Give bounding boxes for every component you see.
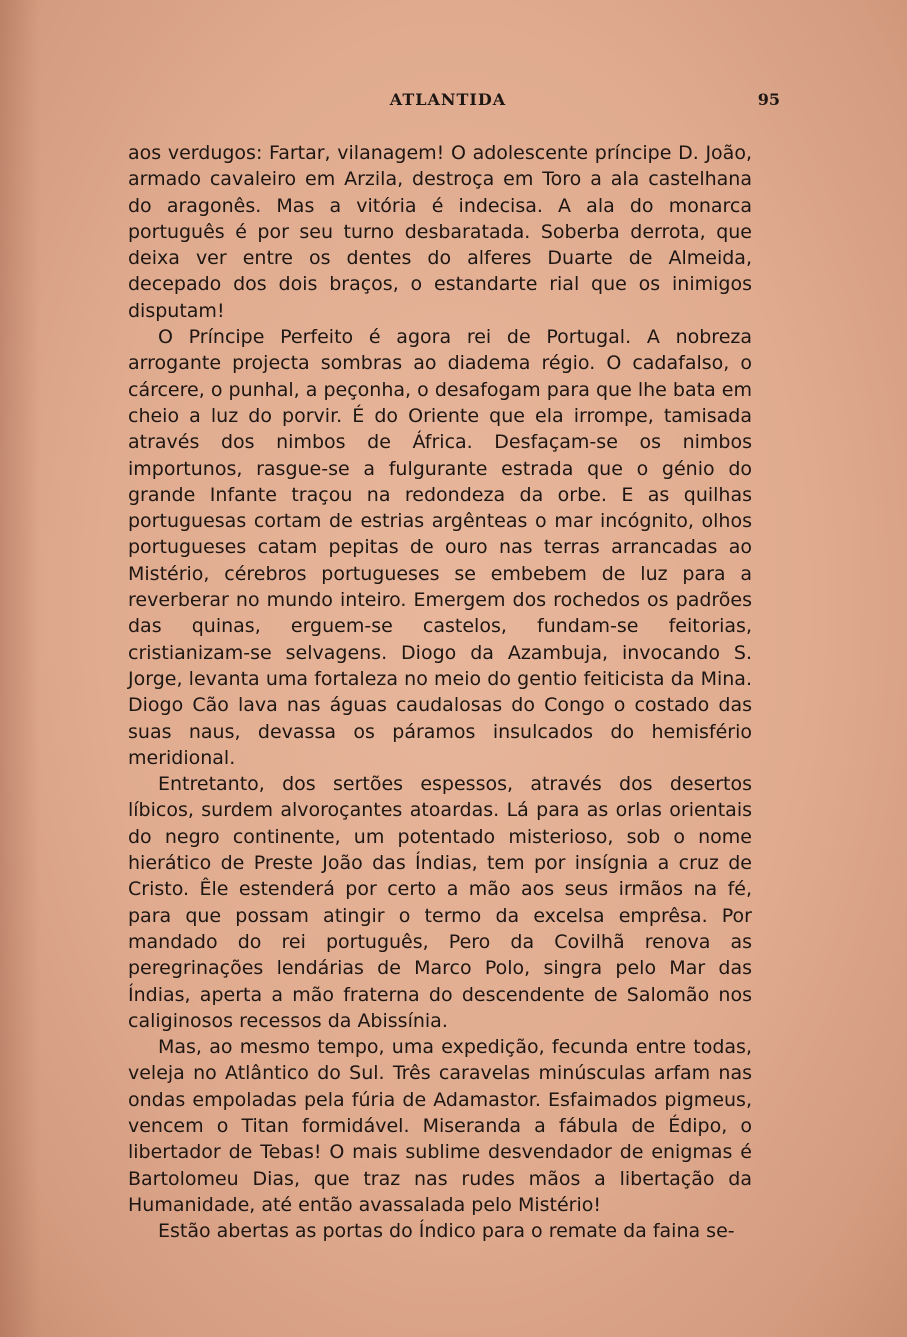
running-title: ATLANTIDA	[389, 90, 507, 109]
page-number: 95	[757, 90, 780, 109]
paragraph-1: aos verdugos: Fartar, vilanagem! O adolescente príncipe D. João, armado cavaleiro em Arzila, destroça em Toro a ala castelhana do aragonês. Mas a vitória é indecisa. A ala do monarca português é por seu turno desbaratada. Soberba derrota, que deixa ver entre os dentes do alferes Duarte de Almeida, decepado dos dois braços, o estandarte rial que os inimigos disputam!	[128, 142, 752, 322]
paragraph-5: Estão abertas as portas do Índico para o remate da faina se-	[158, 1220, 735, 1243]
page-edge-shadow	[0, 0, 40, 1337]
running-head	[128, 90, 780, 114]
paragraph-4: Mas, ao mesmo tempo, uma expedição, fecunda entre todas, veleja no Atlântico do Sul. Três caravelas minúsculas arfam nas ondas empoladas pela fúria de Adamastor. Esfaimados pigmeus, vencem o Titan formidável. Miseranda a fábula de Édipo, o libertador de Tebas! O mais sublime desvendador de enigmas é Bartolomeu Dias, que traz nas rudes mãos a libertação da Humanidade, até então avassalada pelo Mistério!	[128, 1036, 752, 1216]
body-text	[128, 140, 752, 1244]
paragraph-3: Entretanto, dos sertões espessos, através dos desertos líbicos, surdem alvoroçantes atoardas. Lá para as orlas orientais do negro continente, um potentado misterioso, sob o nome hierático de Preste João das Índias, tem por insígnia a cruz de Cristo. Êle estenderá por certo a mão aos seus irmãos na fé, para que possam atingir o termo da excelsa emprêsa. Por mandado do rei português, Pero da Covilhã renova as peregrinações lendárias de Marco Polo, singra pelo Mar das Índias, aperta a mão fraterna do descendente de Salomão nos caliginosos recessos da Abissínia.	[128, 773, 752, 1032]
paragraph-2: O Príncipe Perfeito é agora rei de Portugal. A nobreza arrogante projecta sombras ao diadema régio. O cadafalso, o cárcere, o punhal, a peçonha, o desafogam para que lhe bata em cheio a luz do porvir. É do Oriente que ela irrompe, tamisada através dos nimbos de África. Desfaçam-se os nimbos importunos, rasgue-se a fulgurante estrada que o génio do grande Infante traçou na redondeza da orbe. E as quilhas portuguesas cortam de estrias argênteas o mar incógnito, olhos portugueses catam pepitas de ouro nas terras arrancadas ao Mistério, cérebros portugueses se embebem de luz para a reverberar no mundo inteiro. Emergem dos rochedos os padrões das quinas, erguem-se castelos, fundam-se feitorias, cristianizam-se selvagens. Diogo da Azambuja, invocando S. Jorge, levanta uma fortaleza no meio do gentio feiticista da Mina. Diogo Cão lava nas águas caudalosas do Congo o costado das suas naus, devassa os páramos insulcados do hemisfério meridional.	[128, 326, 752, 769]
